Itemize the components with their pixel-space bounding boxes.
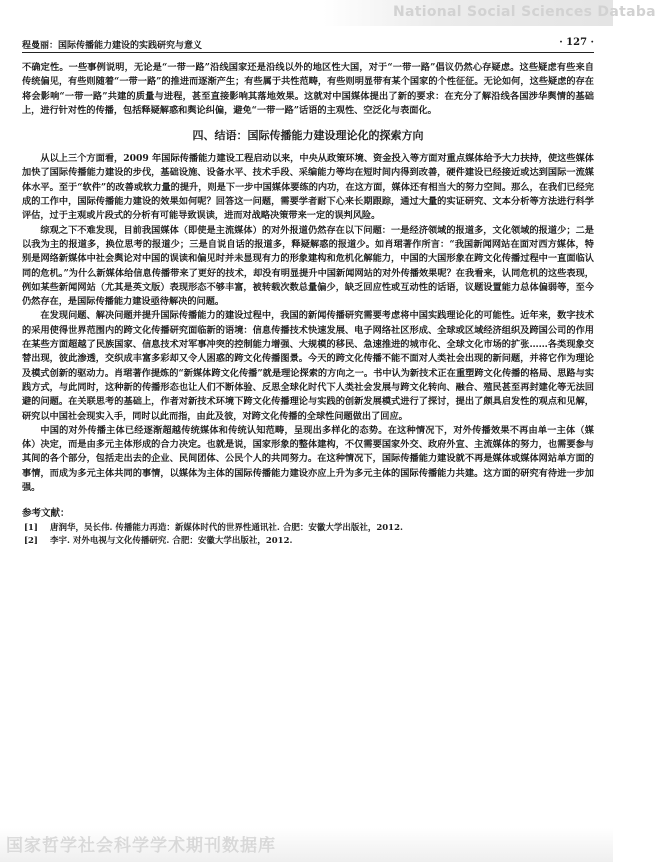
references-title: 参考文献： [22, 508, 70, 520]
section-heading: 四、结语：国际传播能力建设理论化的探索方向 [192, 129, 424, 143]
reference-item [22, 535, 594, 548]
paragraph: 综观之下不难发现，目前我国媒体（即使是主流媒体）的对外报道仍然存在以下问题：一是经济领域的报道多，文化领域的报道少；二是以我为主的报道多，换位思考的报道少；三是自说自话的报道多，释疑解惑的报道少。如肖珺著作所言：“我国新闻网站在面对西方媒体，特别是网络新媒体中社会舆论对中国的误读和偏见时并未显现有力的形象建构和危机化解能力，中国的大国形象在跨文化传播过程中一直面临认同的危机。”为什么新媒体给信息传播带来了更好的技术，却没有明显提升中国新闻网站的对外传播效果呢？在我看来，认同危机的这些表现，例如某些新闻网站（尤其是英文版）表现形态不够丰富，被转载次数总量偏少，缺乏回应性或互动性的话语，议题设置能力总体偏弱等，至今仍然存在，是国际传播能力建设亟待解决的问题。 [22, 224, 594, 308]
references [22, 505, 594, 548]
paragraph: 从以上三个方面看，2009 年国际传播能力建设工程启动以来，中央从政策环境、资金投入等方面对重点媒体给予大力扶持，使这些媒体加快了国际传播能力建设的步伐，基础设施、设备水平、技术手段、采编能力等均在短时间内得到改善，硬件建设已经接近或达到国际一流媒体水平。至于“软件”的改善或软力量的提升，则是下一步中国媒体要练的内功，在这方面，媒体还有相当大的努力空间。那么，在我们已经完成的工作中，国际传播能力建设的效果如何呢？回答这一问题，需要学者耐下心来长期跟踪，通过大量的实证研究、文本分析等方法进行科学评估，过于主观或片段式的分析有可能导致误读，进而对战略决策带来一定的误判风险。 [22, 153, 594, 222]
paragraph: 在发现问题、解决问题并提升国际传播能力的建设过程中，我国的新闻传播研究需要考虑将中国实践理论化的可能性。近年来，数字技术的采用使得世界范围内的跨文化传播研究面临新的语境：信息传播技术快速发展、电子网络社区形成、全球或区域经济组织及跨国公司的作用在某些方面超越了民族国家、信息技术对军事冲突的控制能力增强、大规模的移民、急速推进的城市化、全球文化市场的扩张……各类现象交替出现，彼此渗透，交织成丰富多彩却又令人困惑的跨文化传播图景。今天的跨文化传播不能不面对人类社会出现的新问题，并将它作为理论及模式创新的驱动力。肖珺著作提炼的“新媒体跨文化传播”就是理论探索的方向之一。书中认为新技术正在重塑跨文化传播的格局、思路与实践方式，与此同时，这种新的传播形态也让人们不断体验、反思全球化时代下人类社会发展与跨文化转向、融合、殖民甚至再封建化等无法回避的问题。在关联思考的基础上，作者对新技术环境下跨文化传播理论与实践的创新发展模式进行了探讨，提出了颇具启发性的观点和见解，研究以中国社会现实入手，同时以此而指，由此及彼，对跨文化传播的全球性问题做出了回应。 [22, 310, 594, 422]
paragraph: 不确定性。一些事例说明，无论是“一带一路”沿线国家还是沿线以外的地区性大国，对于“一带一路”倡议仍然心存疑虑。这些疑虑有些来自传统偏见，有些则随着“一带一路”的推进而逐渐产生；有些属于共性范畴，有些则明显带有某个国家的个性征征。无论如何，这些疑虑的存在将会影响“一带一路”共建的质量与进程，甚至直接影响其落地效果。这就对中国媒体提出了新的要求：在充分了解沿线各国涉华舆情的基础上，进行针对性的传播，包括释疑解惑和舆论纠偏，避免“一带一路”话语的主观性、空泛化与表面化。 [22, 62, 594, 116]
reference-number: [1] [24, 523, 38, 534]
page-number: · 127 · [559, 37, 594, 48]
watermark-bottom [0, 828, 613, 862]
reference-text: 唐润华，吴长伟. 传播能力再造：新媒体时代的世界性通讯社. 合肥：安徽大学出版社，2012. [50, 523, 403, 534]
watermark-top [323, 0, 656, 26]
paragraph: 中国的对外传播主体已经逐渐超越传统媒体和传统认知范畴，呈现出多样化的态势。在这种情况下，对外传播效果不再由单一主体（媒体）决定，而是由多元主体形成的合力决定。也就是说，国家形象的整体建构，不仅需要国家外交、政府外宣、主流媒体的努力，也需要参与其间的各个部分，包括走出去的企业、民间团体、公民个人的共同努力。在这种情况下，国际传播能力建设就不再是媒体或媒体网站单方面的事情，而成为多元主体共同的事情，以媒体为主体的国际传播能力建设亦应上升为多元主体的国际传播能力共建。这方面的研究有待进一步加强。 [22, 424, 594, 494]
reference-item [22, 522, 594, 535]
reference-number: [2] [24, 536, 38, 547]
watermark-bottom-text: 国家哲学社会科学学术期刊数据库 [6, 836, 276, 856]
article-body [22, 61, 594, 548]
watermark-top-text: National Social Sciences Databa [393, 4, 656, 20]
reference-text: 李宇. 对外电视与文化传播研究. 合肥：安徽大学出版社，2012. [50, 536, 293, 547]
running-title: 程曼丽：国际传播能力建设的实践研究与意义 [22, 41, 203, 51]
running-header [22, 36, 594, 53]
